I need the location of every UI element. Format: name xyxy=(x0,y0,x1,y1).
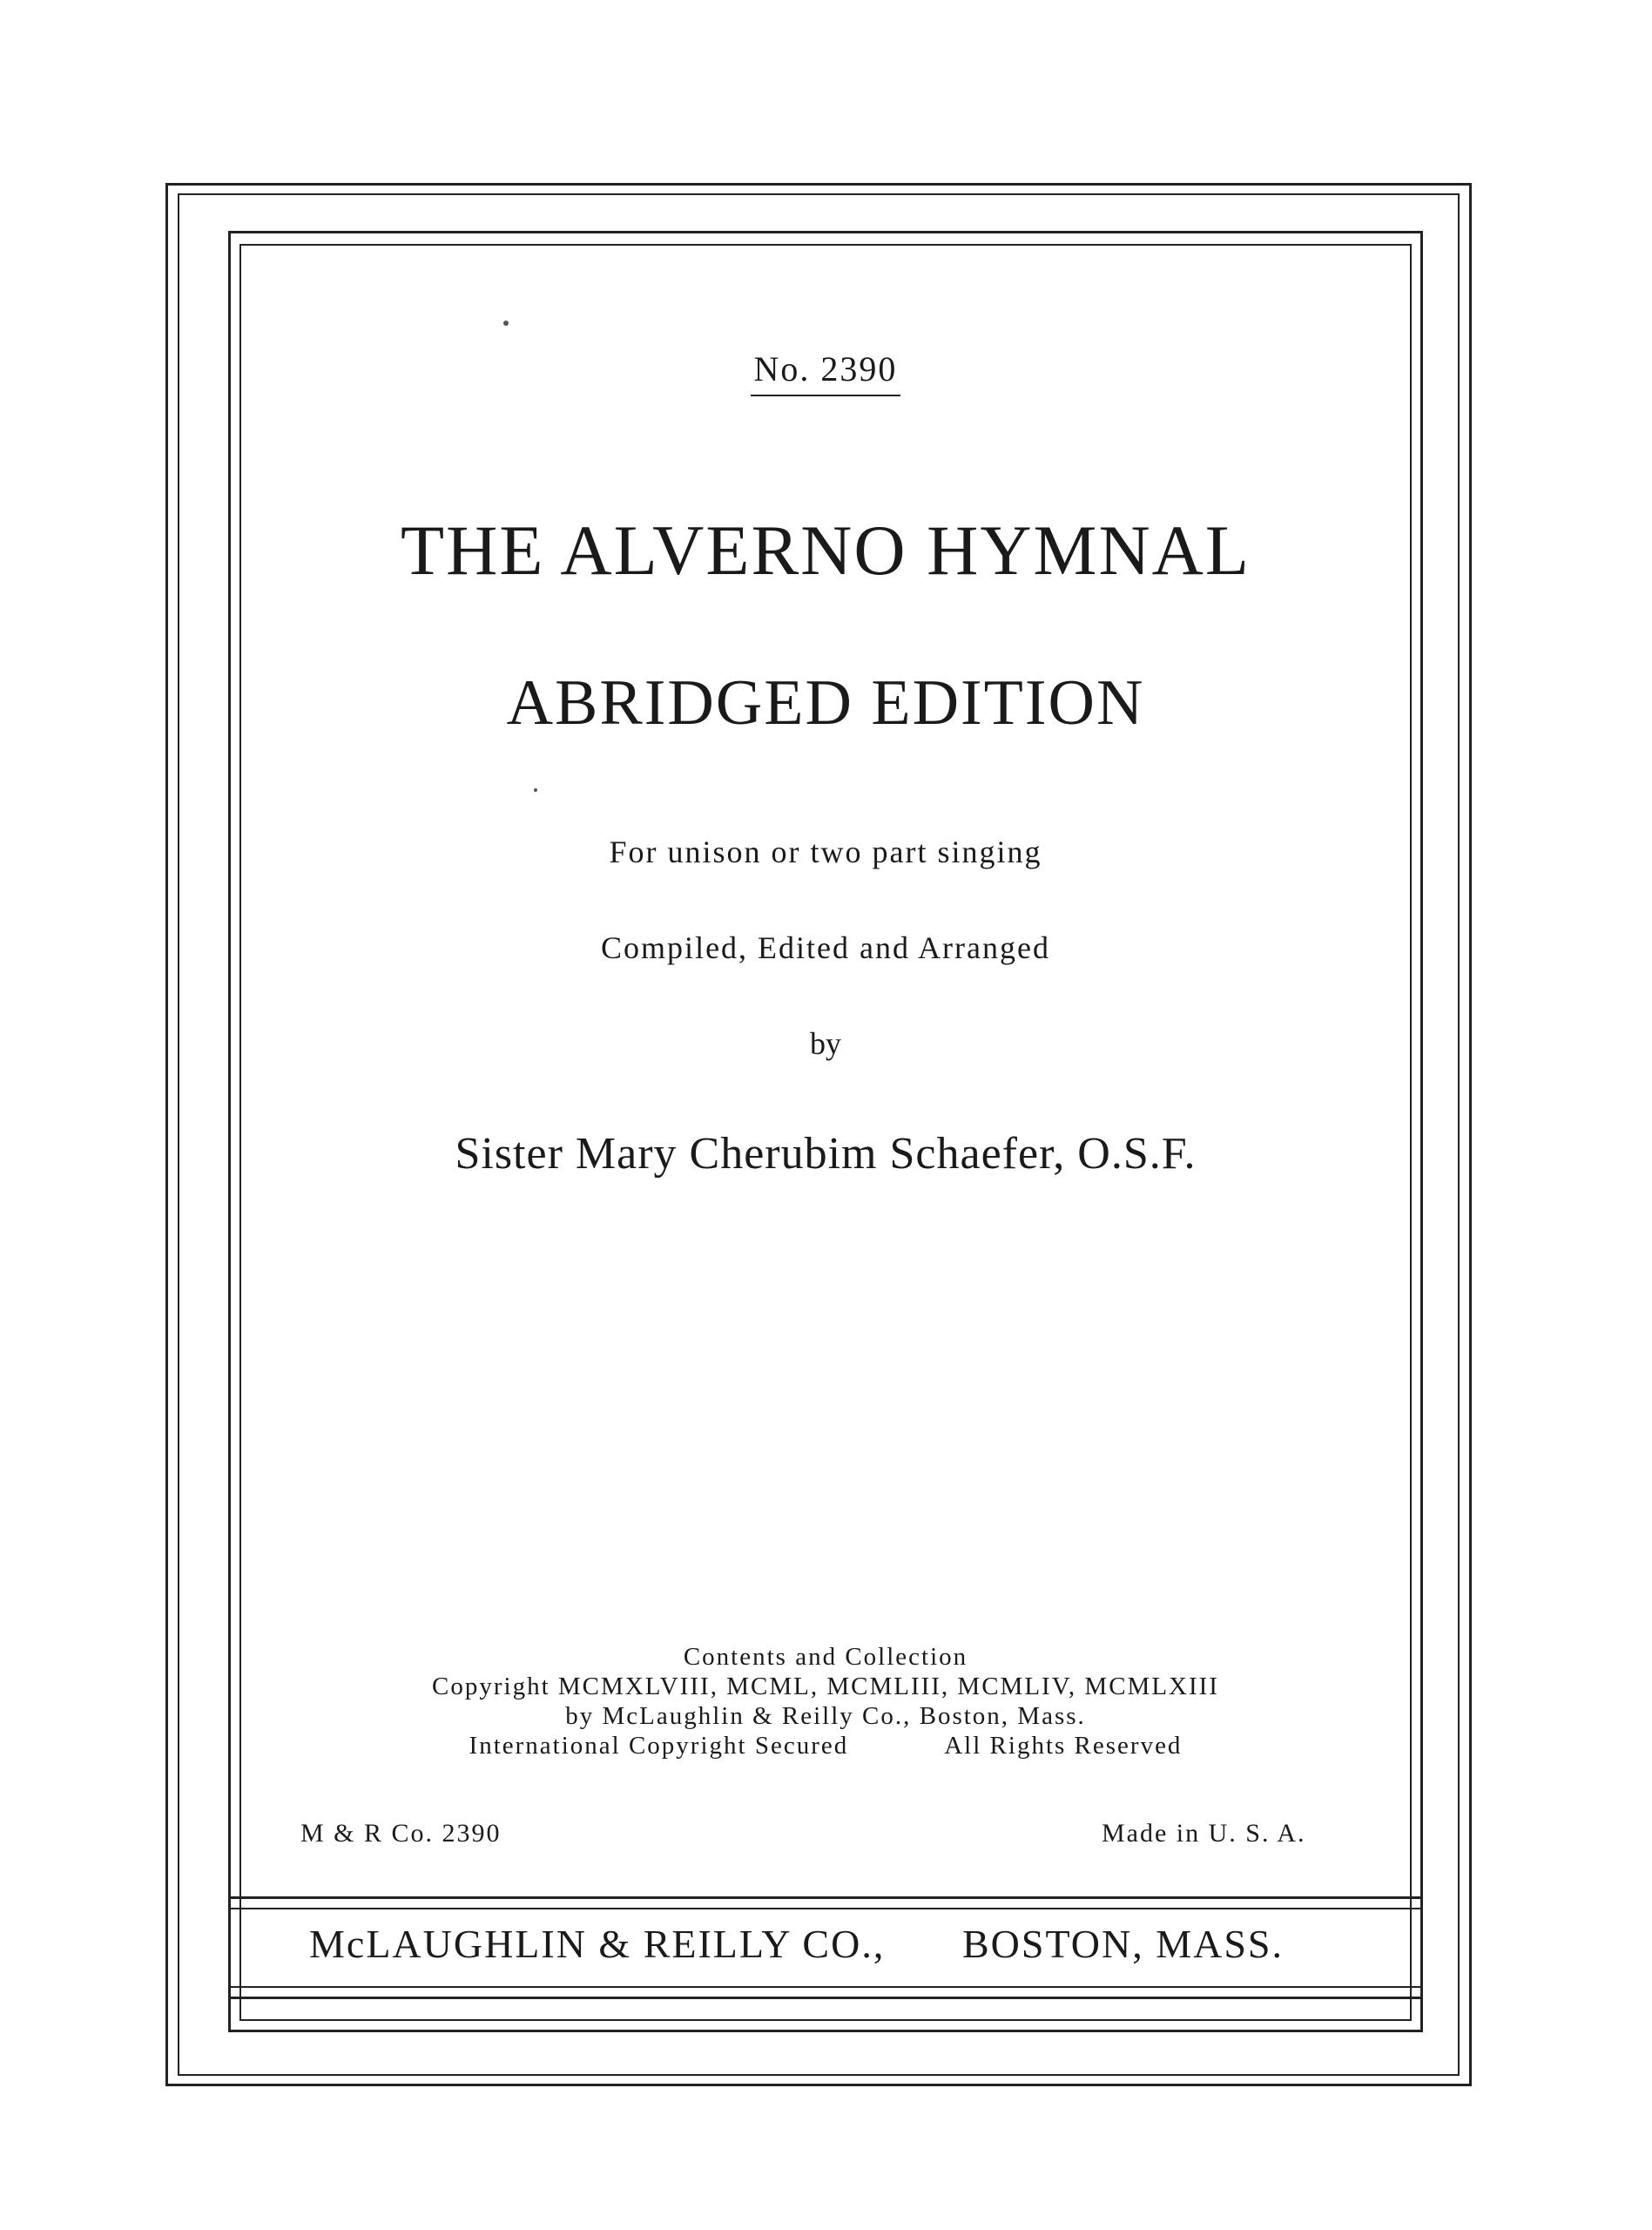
copyright-line-1: Contents and Collection xyxy=(683,1643,968,1671)
rights-line xyxy=(228,1731,1423,1760)
publisher-city: BOSTON, MASS. xyxy=(962,1922,1284,1966)
voicing-description: For unison or two part singing xyxy=(609,835,1042,869)
catalog-number: No. 2390 xyxy=(228,348,1423,396)
catalog-code: M & R Co. 2390 xyxy=(300,1819,502,1848)
compiled-line: Compiled, Edited and Arranged xyxy=(601,930,1050,965)
copyright-notice xyxy=(228,1642,1423,1760)
copyright-line-2: Copyright MCMXLVIII, MCML, MCMLIII, MCMLIV, MCMLXIII xyxy=(432,1672,1219,1700)
print-speck xyxy=(534,788,537,792)
edition-subtitle: ABRIDGED EDITION xyxy=(506,667,1145,739)
copyright-line-3: by McLaughlin & Reilly Co., Boston, Mass. xyxy=(565,1702,1086,1730)
print-speck xyxy=(503,321,509,326)
by-line: by xyxy=(810,1026,841,1061)
international-copyright: International Copyright Secured xyxy=(469,1732,849,1760)
page-title: THE ALVERNO HYMNAL xyxy=(401,510,1251,590)
all-rights-reserved: All Rights Reserved xyxy=(944,1732,1183,1760)
publisher-name: McLAUGHLIN & REILLY CO., xyxy=(309,1922,886,1966)
author-name: Sister Mary Cherubim Schaefer, O.S.F. xyxy=(455,1129,1197,1179)
country-of-origin: Made in U. S. A. xyxy=(1102,1819,1306,1848)
